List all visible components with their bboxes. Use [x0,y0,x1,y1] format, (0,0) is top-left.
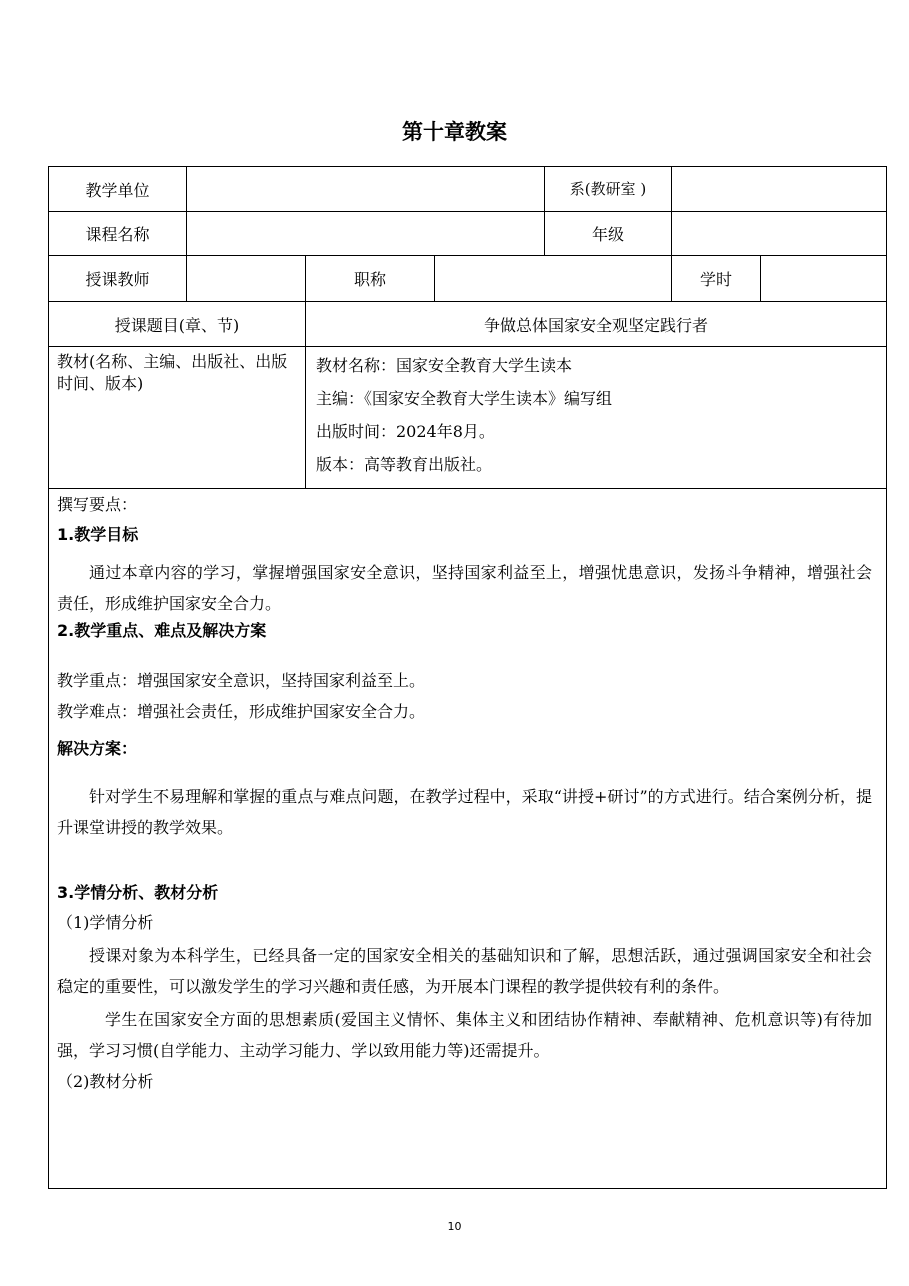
row-materials [49,347,887,489]
title-rank-value[interactable] [435,256,672,302]
row-teacher [49,256,887,302]
course-name-value[interactable] [187,212,545,256]
material-editor-line: 主编：《国家安全教育大学生读本》编写组 [316,389,613,408]
material-name-line: 教材名称：国家安全教育大学生读本 [316,356,573,375]
title-rank-label: 职称 [306,256,435,302]
writing-points-intro: 撰写要点： [57,495,138,514]
solution-paragraph: 针对学生不易理解和掌握的重点与难点问题，在教学过程中，采取“讲授+研讨”的方式进行。结合案例分析，提升课堂讲授的教学效果。 [57,787,873,837]
material-date-line: 出版时间：2024年8月。 [316,422,495,441]
row-course-name [49,212,887,256]
section-2-heading: 2.教学重点、难点及解决方案 [57,621,267,640]
materials-content [306,347,887,489]
key-point-line: 教学重点：增强国家安全意识，坚持国家利益至上。 [57,671,426,690]
department-label: 系(教研室 ) [545,167,672,212]
materials-label: 教材(名称、主编、出版社、出版时间、版本) [49,347,306,489]
writing-points-cell [49,489,887,1189]
section-3-heading: 3.学情分析、教材分析 [57,883,219,902]
page-number: 10 [447,1220,462,1233]
teacher-label: 授课教师 [49,256,187,302]
subsection-1-paragraph-2: 学生在国家安全方面的思想素质(爱国主义情怀、集体主义和团结协作精神、奉献精神、危机意识等)有待加强，学习习惯(自学能力、主动学习能力、学以致用能力等)还需提升。 [57,1010,873,1060]
topic-value: 争做总体国家安全观坚定践行者 [306,302,887,347]
topic-label: 授课题目(章、节) [49,302,306,347]
teaching-unit-value[interactable] [187,167,545,212]
teacher-value[interactable] [187,256,306,302]
grade-value[interactable] [672,212,887,256]
department-value[interactable] [672,167,887,212]
class-hours-label: 学时 [672,256,761,302]
section-1-paragraph: 通过本章内容的学习，掌握增强国家安全意识，坚持国家利益至上，增强忧患意识，发扬斗争精神，增强社会责任，形成维护国家安全合力。 [57,563,873,613]
section-1-heading: 1.教学目标 [57,525,139,544]
document-title: 第十章教案 [402,120,507,144]
subsection-2-heading: （2)教材分析 [57,1072,154,1091]
teaching-unit-label: 教学单位 [49,167,187,212]
lesson-plan-table [48,166,887,1189]
course-name-label: 课程名称 [49,212,187,256]
row-topic [49,302,887,347]
solution-heading: 解决方案： [57,739,138,758]
class-hours-value[interactable] [761,256,887,302]
subsection-1-paragraph-1: 授课对象为本科学生，已经具备一定的国家安全相关的基础知识和了解，思想活跃，通过强调国家安全和社会稳定的重要性，可以激发学生的学习兴趣和责任感，为开展本门课程的教学提供较有利的条件。 [57,946,873,996]
subsection-1-heading: （1)学情分析 [57,913,154,932]
row-teaching-unit [49,167,887,212]
row-writing-points [49,489,887,1189]
material-edition-line: 版本：高等教育出版社。 [316,455,493,474]
grade-label: 年级 [545,212,672,256]
difficult-point-line: 教学难点：增强社会责任，形成维护国家安全合力。 [57,702,426,721]
